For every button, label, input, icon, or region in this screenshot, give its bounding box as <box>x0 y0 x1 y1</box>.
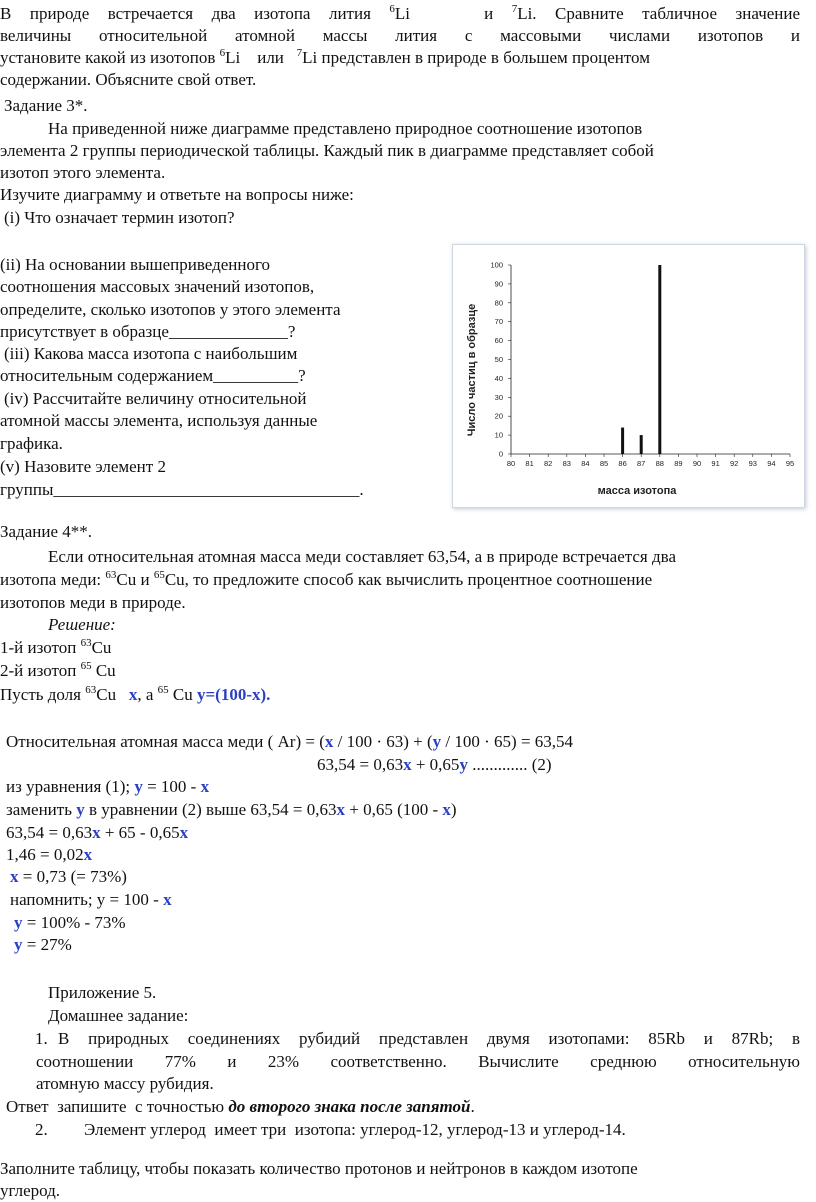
question-3-line-2: относительным содержанием__________? <box>0 366 306 385</box>
chart-x-tick-label: 86 <box>618 459 627 468</box>
solution-step-6: напомнить; y = 100 - x <box>10 890 172 909</box>
homework-title: Домашнее задание: <box>48 1006 189 1025</box>
task3-para-line-3: изотоп этого элемента. <box>0 163 166 182</box>
chart-peak-86 <box>621 428 624 454</box>
isotope-chart <box>452 244 805 508</box>
chart-peak-88 <box>658 265 661 454</box>
task4-para-line-3: изотопов меди в природе. <box>0 593 186 612</box>
intro-line-3: установите какой из изотопов $^6$Li или $^7$Li представлен в природе в большем процентом <box>0 47 650 67</box>
task3-para-line-4: Изучите диаграмму и ответьте на вопросы ниже: <box>0 185 354 204</box>
answer-instruction: Ответ запишите с точностью до второго знака после запятой. <box>6 1097 475 1116</box>
chart-y-tick-label: 20 <box>494 411 503 421</box>
isotope-chart-svg <box>453 245 804 507</box>
question-2-line-4: присутствует в образце______________? <box>0 322 296 341</box>
solution-step-4: 1,46 = 0,02x <box>6 845 93 864</box>
task4-para-line-1: Если относительная атомная масса меди составляет 63,54, а в природе встречается два <box>48 547 676 566</box>
chart-y-tick-label: 40 <box>494 373 503 383</box>
chart-x-tick-label: 93 <box>748 459 757 468</box>
homework-1-number: 1. <box>35 1029 48 1048</box>
chart-x-tick-label: 89 <box>674 459 683 468</box>
chart-x-tick-label: 95 <box>785 459 795 468</box>
equation-2: 63,54 = 0,63x + 0,65y ............. (2) <box>317 755 552 774</box>
chart-y-tick-label: 10 <box>494 430 503 440</box>
table-instruction-line-2: углерод. <box>0 1181 61 1200</box>
chart-x-tick-label: 91 <box>711 459 720 468</box>
task4-title: Задание 4**. <box>0 522 92 541</box>
intro-line-4: содержании. Объясните свой ответ. <box>0 70 257 89</box>
intro-line-2: величины относительной атомной массы лития с массовыми числами изотопов и <box>0 26 800 45</box>
chart-x-tick-label: 81 <box>525 459 534 468</box>
question-4-line-3: графика. <box>0 434 63 453</box>
homework-1-line-1: В природных соединениях рубидий представлен двумя изотопами: 85Rb и 87Rb; в <box>58 1029 800 1048</box>
solution-label: Решение: <box>48 615 116 634</box>
question-3-line-1: (iii) Какова масса изотопа с наибольшим <box>4 344 298 363</box>
equation-1: Относительная атомная масса меди ( Ar) = (x / 100 · 63) + (y / 100 · 65) = 63,54 <box>6 732 574 751</box>
chart-y-tick-label: 60 <box>494 336 503 346</box>
question-2-line-2: соотношения массовых значений изотопов, <box>0 277 315 296</box>
chart-y-tick-label: 80 <box>494 298 503 308</box>
chart-x-tick-label: 83 <box>562 459 571 468</box>
intro-line-1: В природе встречается два изотопа лития $^6$Li и $^7$Li. Сравните табличное значение <box>0 3 801 23</box>
chart-x-tick-label: 88 <box>655 459 664 468</box>
task3-title: Задание 3*. <box>4 96 88 115</box>
homework-2-number: 2. <box>35 1120 48 1139</box>
chart-y-tick-label: 100 <box>490 260 503 270</box>
chart-x-axis-label: масса изотопа <box>597 485 677 497</box>
chart-x-tick-label: 94 <box>767 459 776 468</box>
appendix-title: Приложение 5. <box>48 983 157 1002</box>
chart-y-tick-label: 70 <box>494 317 503 327</box>
question-5-line-1: (v) Назовите элемент 2 <box>0 457 166 476</box>
chart-y-axis-label: Число частиц в образце <box>466 303 478 437</box>
question-5-line-2: группы____________________________________. <box>0 480 364 499</box>
chart-x-tick-label: 90 <box>692 459 702 468</box>
chart-x-tick-label: 84 <box>581 459 590 468</box>
question-2-line-1: (ii) На основании вышеприведенного <box>0 255 271 274</box>
chart-x-tick-label: 80 <box>506 459 516 468</box>
let-fraction-line: Пусть доля $^{63}$Cu x, а $^{65}$ Cu y=(100-x). <box>0 684 271 704</box>
solution-step-8: y = 27% <box>14 935 72 954</box>
solution-step-1: из уравнения (1); y = 100 - x <box>6 777 210 796</box>
chart-y-tick-label: 50 <box>494 355 503 364</box>
task3-para-line-1: На приведенной ниже диаграмме представлено природное соотношение изотопов <box>48 119 643 138</box>
chart-x-tick-label: 87 <box>637 459 646 468</box>
homework-1-line-2: соотношении 77% и 23% соответственно. Вычислите среднюю относительную <box>36 1052 800 1071</box>
isotope-2-line: 2-й изотоп $^{65}$ Cu <box>0 660 116 680</box>
chart-y-tick-label: 0 <box>498 449 503 459</box>
solution-step-2: заменить y в уравнении (2) выше 63,54 = 0,63x + 0,65 (100 - x) <box>6 800 457 819</box>
question-2-line-3: определите, сколько изотопов у этого элемента <box>0 300 341 319</box>
chart-peak-87 <box>640 435 643 454</box>
solution-step-5: x = 0,73 (= 73%) <box>10 867 127 886</box>
chart-y-tick-label: 30 <box>494 392 503 402</box>
homework-2-text: Элемент углерод имеет три изотопа: углерод-12, углерод-13 и углерод-14. <box>84 1120 626 1139</box>
chart-x-tick-label: 85 <box>599 459 609 468</box>
question-4-line-1: (iv) Рассчитайте величину относительной <box>4 389 307 408</box>
chart-x-tick-label: 82 <box>544 459 553 468</box>
solution-step-3: 63,54 = 0,63x + 65 - 0,65x <box>6 823 189 842</box>
table-instruction-line-1: Заполните таблицу, чтобы показать количество протонов и нейтронов в каждом изотопе <box>0 1159 638 1178</box>
solution-step-7: y = 100% - 73% <box>14 913 126 932</box>
isotope-1-line: 1-й изотоп $^{63}$Cu <box>0 637 112 657</box>
task3-para-line-2: элемента 2 группы периодической таблицы. Каждый пик в диаграмме представляет собой <box>0 141 654 160</box>
question-4-line-2: атомной массы элемента, используя данные <box>0 411 318 430</box>
homework-1-line-3: атомную массу рубидия. <box>36 1074 214 1093</box>
chart-x-tick-label: 92 <box>730 459 739 468</box>
chart-y-tick-label: 90 <box>494 279 503 289</box>
question-1: (i) Что означает термин изотоп? <box>4 208 235 227</box>
task4-para-line-2: изотопа меди: $^{63}$Cu и $^{65}$Cu, то предложите способ как вычислить процентное соотношение <box>0 569 653 589</box>
